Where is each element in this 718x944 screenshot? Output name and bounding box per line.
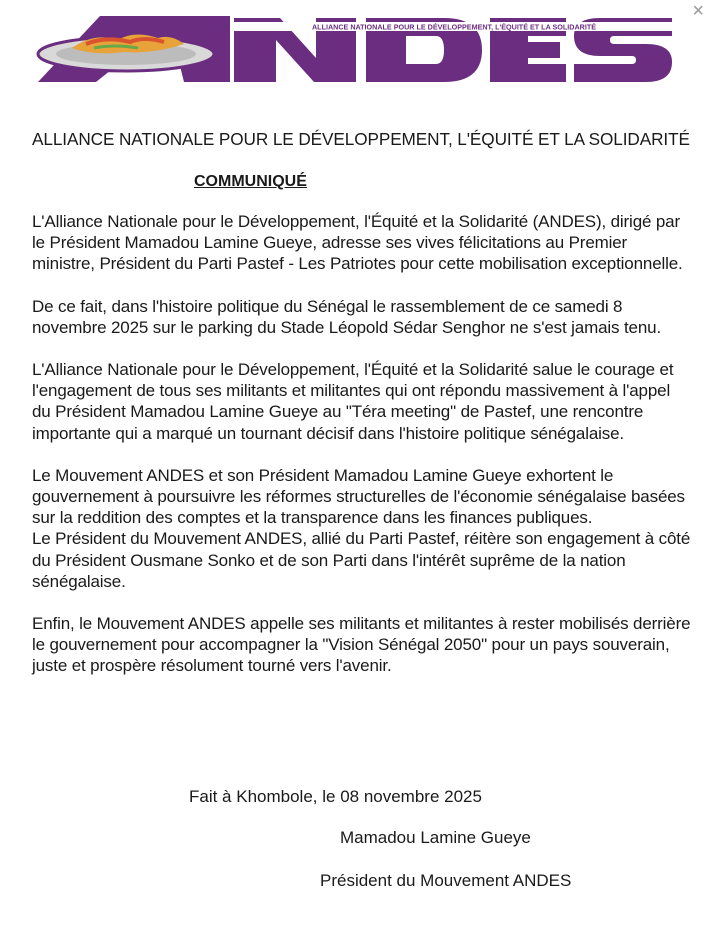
- document-title: COMMUNIQUÉ: [194, 173, 307, 190]
- paragraph-6: Enfin, le Mouvement ANDES appelle ses militants et militantes à rester mobilisés derrière le gouvernement pour accompagner la "Vision Sénégal 2050" pour un pays souverain, juste et prospère résolument tourné vers l'avenir.: [32, 614, 691, 676]
- paragraph-5: Le Président du Mouvement ANDES, allié du Parti Pastef, réitère son engagement à côté du Président Ousmane Sonko et de son Parti dans l'intérêt suprême de la nation sénégalaise.: [32, 529, 691, 591]
- place-date: Fait à Khombole, le 08 novembre 2025: [189, 787, 482, 806]
- document-heading: ALLIANCE NATIONALE POUR LE DÉVELOPPEMENT, L'ÉQUITÉ ET LA SOLIDARITÉ: [32, 129, 690, 149]
- signer-role: Président du Mouvement ANDES: [320, 871, 572, 890]
- close-icon[interactable]: ×: [692, 0, 704, 22]
- paragraph-2: De ce fait, dans l'histoire politique du Sénégal le rassemblement de ce samedi 8 novembre 2025 sur le parking du Stade Léopold Sédar Senghor ne s'est jamais tenu.: [32, 296, 662, 337]
- signer-name: Mamadou Lamine Gueye: [340, 828, 531, 847]
- logo-tagline: ALLIANCE NATIONALE POUR LE DÉVELOPPEMENT, L'ÉQUITÉ ET LA SOLIDARITÉ: [311, 22, 597, 32]
- document-body: [32, 211, 692, 677]
- paragraph-4: Le Mouvement ANDES et son Président Mamadou Lamine Gueye exhortent le gouvernement à poursuivre les réformes structurelles de l'économie sénégalaise basées sur la reddition des comptes et la transparence dans les finances publiques.: [32, 465, 685, 528]
- paragraph-3: L'Alliance Nationale pour le Développement, l'Équité et la Solidarité salue le courage et l'engagement de tous ses militants et militantes qui ont répondu massivement à l'appel du Président Mamadou Lamine Gueye au "Téra meeting" de Pastef, une rencontre importante qui a marqué un tournant décisif dans l'histoire politique sénégalaise.: [32, 360, 674, 443]
- paragraph-1: L'Alliance Nationale pour le Développement, l'Équité et la Solidarité (ANDES), dirigé par le Président Mamadou Lamine Gueye, adresse ses vives félicitations au Premier ministre, Président du Parti Pastef - Les Patriotes pour cette mobilisation exceptionnelle.: [32, 212, 683, 274]
- andes-logo: [34, 10, 674, 92]
